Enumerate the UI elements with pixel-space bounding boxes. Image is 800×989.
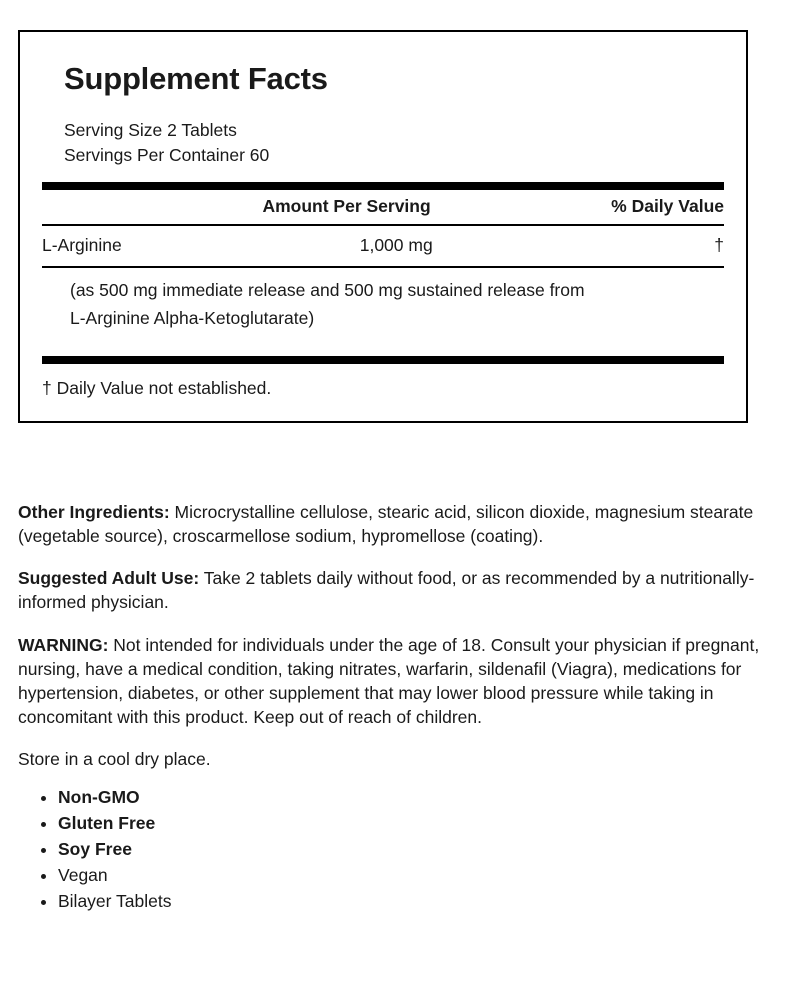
table-row (42, 226, 724, 266)
servings-per-container: Servings Per Container 60 (64, 144, 270, 165)
list-item: • Gluten Free (58, 811, 764, 837)
list-item: • Non-GMO (58, 785, 764, 811)
warning-paragraph (18, 633, 764, 730)
column-header-daily-value: % Daily Value (611, 195, 724, 216)
suggested-use-label: Suggested Adult Use: (18, 568, 200, 589)
nutrient-name: L-Arginine (42, 234, 122, 255)
divider-thick-top (42, 182, 724, 190)
other-ingredients-paragraph (18, 500, 764, 548)
column-header-amount: Amount Per Serving (262, 195, 431, 216)
serving-size: Serving Size 2 Tablets (64, 120, 237, 141)
other-ingredients-label: Other Ingredients: (18, 502, 170, 522)
label-body-copy (18, 500, 764, 915)
supplement-facts-title: Supplement Facts (64, 61, 328, 96)
daily-value-footnote: † Daily Value not established. (42, 378, 272, 399)
suggested-use-paragraph (18, 566, 764, 614)
nutrient-daily-value: † (714, 234, 724, 255)
supplement-facts-panel (18, 30, 748, 423)
storage-paragraph: Store in a cool dry place. (18, 749, 211, 770)
list-item: • Soy Free (58, 837, 764, 863)
list-item: • Bilayer Tablets (58, 889, 764, 915)
nutrient-subtext: (as 500 mg immediate release and 500 mg sustained release from L-Arginine Alpha-Ketoglutarate) (70, 279, 585, 329)
nutrient-amount: 1,000 mg (359, 234, 433, 255)
warning-text: Not intended for individuals under the age of 18. Consult your physician if pregnant, nursing, have a medical condition, taking nitrates, warfarin, sildenafil (Viagra), medications for hypertension, diabetes, or other supplement that may lower blood pressure while taking in concomitant with this product. Keep out of reach of children. (18, 634, 760, 727)
other-ingredients-text: Microcrystalline cellulose, stearic acid, silicon dioxide, magnesium stearate (vegetable source), croscarmellose sodium, hypromellose (coating). (18, 502, 754, 547)
feature-list (18, 785, 764, 914)
supplement-facts-header-row (42, 190, 724, 224)
suggested-use-text: Take 2 tablets daily without food, or as recommended by a nutritionally-informed physician. (18, 568, 755, 613)
warning-label: WARNING: (18, 634, 109, 655)
list-item: • Vegan (58, 863, 764, 889)
divider-thick-bottom (42, 356, 724, 364)
